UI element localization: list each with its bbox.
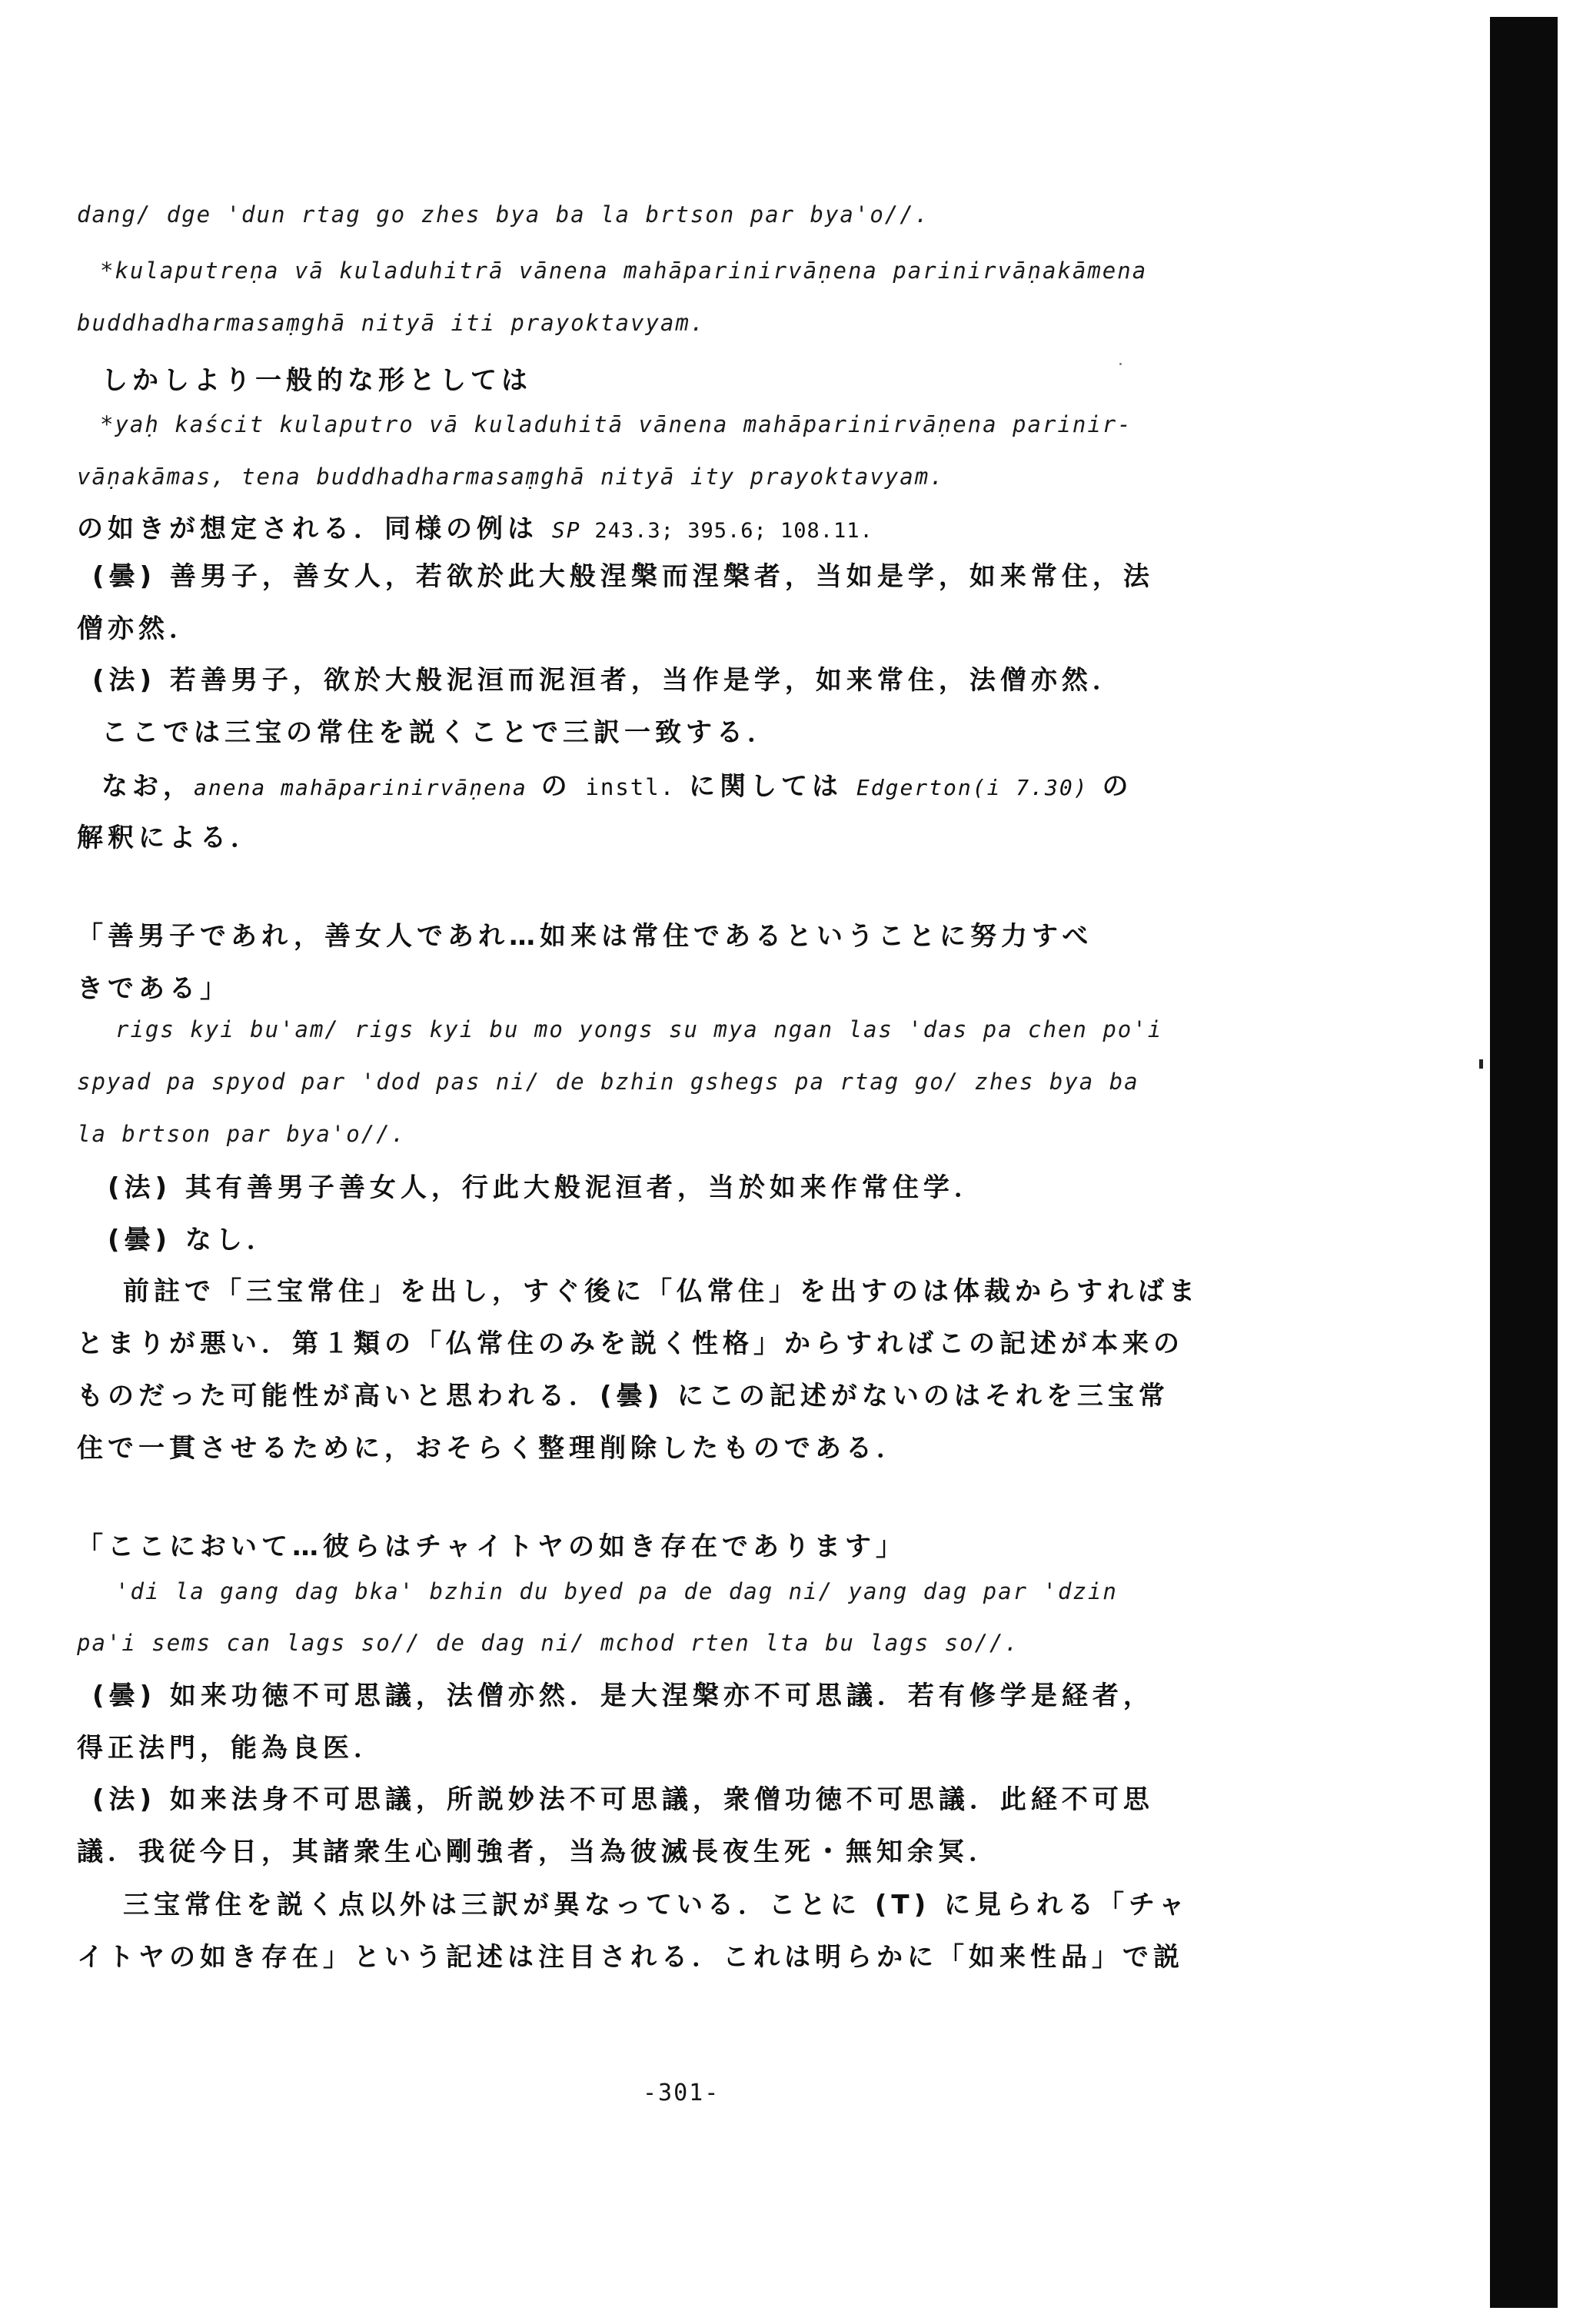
tibetan-line: pa'i sems can lags so// de dag ni/ mchod rten lta bu lags so//. <box>77 1630 1019 1656</box>
sanskrit-term: anena mahāparinirvāṇena <box>194 775 527 800</box>
chinese-translation-line: (曇) 如来功徳不可思議，法僧亦然．是大涅槃亦不可思議．若有修学是経者， <box>92 1681 1154 1711</box>
chinese-translation-line: (法) 若善男子，欲於大般泥洹而泥洹者，当作是学，如来常住，法僧亦然． <box>92 665 1123 696</box>
page-number: -301- <box>643 2080 720 2106</box>
sanskrit-line: buddhadharmasaṃghā nityā iti prayoktavyam. <box>77 310 706 336</box>
note-title: 「善男子であれ，善女人であれ…如来は常住であるということに努力すべ <box>77 921 1093 952</box>
body-text-line: 前註で「三宝常住」を出し，すぐ後に「仏常住」を出すのは体裁からすればま <box>123 1276 1199 1307</box>
body-text-line: 三宝常住を説く点以外は三訳が異なっている．ことに (T) に見られる「チャ <box>123 1890 1189 1920</box>
citation-reference: Edgerton(i 7.30) <box>856 775 1089 800</box>
citation-abbrev: SP <box>551 517 581 543</box>
note-heading <box>77 915 1092 953</box>
chinese-translation-line: 議．我従今日，其諸衆生心剛強者，当為彼滅長夜生死・無知余冥． <box>77 1837 999 1867</box>
chinese-translation-line: 僧亦然． <box>77 613 200 644</box>
abbrev-term: instl. <box>585 774 676 800</box>
sanskrit-line: *kulaputreṇa vā kuladuhitrā vānena mahāparinirvāṇena parinirvāṇakāmena <box>100 258 1148 284</box>
body-text-line: 住で一貫させるために，おそらく整理削除したものである． <box>77 1433 907 1464</box>
text-run: の如きが想定される．同様の例は <box>77 514 538 544</box>
tibetan-line: spyad pa spyod par 'dod pas ni/ de bzhin gshegs pa rtag go/ zhes bya ba <box>77 1069 1139 1095</box>
text-run: なお， <box>101 771 194 802</box>
body-text-line: ものだった可能性が高いと思われる．(曇) にこの記述がないのはそれを三宝常 <box>77 1381 1169 1411</box>
tibetan-line: 'di la gang dag bka' bzhin du byed pa de dag ni/ yang dag par 'dzin <box>115 1578 1118 1604</box>
scan-speck <box>1119 363 1122 365</box>
note-heading <box>77 1525 906 1563</box>
scan-edge-mark <box>1479 1059 1483 1069</box>
text-run: の <box>1102 771 1133 802</box>
chinese-translation-line: (曇) なし． <box>108 1225 278 1255</box>
chinese-translation-line: (法) 其有善男子善女人，行此大般泥洹者，当於如来作常住学． <box>108 1172 985 1203</box>
tibetan-line: la brtson par bya'o//. <box>77 1121 407 1147</box>
chinese-translation-line: 得正法門，能為良医． <box>77 1733 384 1764</box>
body-text-line: とまりが悪い．第１類の「仏常住のみを説く性格」からすればこの記述が本来の <box>77 1328 1184 1359</box>
text-run: の <box>540 771 572 802</box>
text-run: に関しては <box>689 771 843 802</box>
body-text-line: ここでは三宝の常住を説くことで三訳一致する． <box>101 717 778 748</box>
tibetan-line: dang/ dge 'dun rtag go zhes bya ba la brtson par bya'o//. <box>77 201 930 228</box>
body-text-line: イトヤの如き存在」という記述は注目される．これは明らかに「如来性品」で説 <box>77 1942 1184 1973</box>
note-heading-cont: きである」 <box>77 973 231 1004</box>
tibetan-line: rigs kyi bu'am/ rigs kyi bu mo yongs su mya ngan las 'das pa chen po'i <box>115 1016 1163 1042</box>
sanskrit-line: *yaḥ kaścit kulaputro vā kuladuhitā vānena mahāparinirvāṇena parinir- <box>100 411 1132 437</box>
body-text-line: 解釈による． <box>77 823 261 853</box>
body-text-line: しかしより一般的な形としては <box>101 365 532 396</box>
sanskrit-line: vāṇakāmas, tena buddhadharmasaṃghā nityā ity prayoktavyam. <box>77 464 945 490</box>
scan-edge-bar <box>1490 17 1558 2308</box>
chinese-translation-line: (法) 如来法身不可思議，所説妙法不可思議，衆僧功徳不可思議．此経不可思 <box>92 1784 1154 1815</box>
note-title: 「ここにおいて…彼らはチャイトヤの如き存在であります」 <box>77 1531 906 1562</box>
chinese-translation-line: (曇) 善男子，善女人，若欲於此大般涅槃而涅槃者，当如是学，如来常住，法 <box>92 561 1154 592</box>
body-text-line <box>77 507 873 545</box>
body-text-line <box>101 765 1132 803</box>
citation-numbers: 243.3; 395.6; 108.11. <box>594 519 873 543</box>
